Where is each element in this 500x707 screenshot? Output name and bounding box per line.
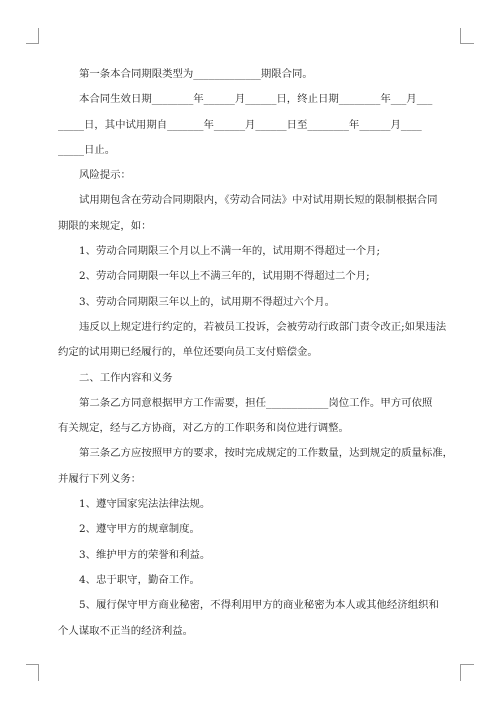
clause-obligations [58,441,453,492]
list-item [58,492,453,517]
text-line: _____日，其中试用期自_______年______月______日至________年______月____ [58,118,422,131]
text-line: 试用期包含在劳动合同期限内，《劳动合同法》中对试用期长短的限制根据合同 [79,194,438,207]
list-item [58,568,453,593]
section-heading [58,366,453,391]
list-item [58,290,453,315]
text-line: 第三条乙方应按照甲方的要求，按时完成规定的工作数量，达到规定的质量标准， [79,447,453,460]
crop-mark-top-left [38,28,39,44]
text-line: 二、工作内容和义务 [79,371,173,384]
document-body [58,62,453,644]
list-item [58,239,453,264]
crop-mark-bottom-right [460,664,461,681]
text-line: 个人谋取不正当的经济利益。 [58,624,194,637]
crop-mark-top-right [460,43,474,44]
text-line: 2、遵守甲方的规章制度。 [79,523,200,536]
text-line: 第一条本合同期限类型为_____________期限合同。 [79,68,313,80]
text-line: 2、劳动合同期限一年以上不满三年的，试用期不得超过二个月; [79,270,370,283]
list-item [58,593,453,644]
text-line: 有关规定，经与乙方协商，对乙方的工作职务和岗位进行调整。 [58,422,349,435]
clause-contract-term-type [58,62,453,87]
clause-job-position [58,391,453,442]
list-item [58,543,453,568]
text-line: 约定的试用期已经履行的，单位还要向员工支付赔偿金。 [58,346,318,359]
text-line: 期限的来规定，如： [58,219,152,232]
violation-note-paragraph [58,315,453,366]
text-line: 违反以上规定进行约定的，若被员工投诉，会被劳动行政部门责令改正;如果违法 [79,320,447,333]
risk-notice-heading [58,163,453,188]
text-line: 3、劳动合同期限三年以上的，试用期不得超过六个月。 [79,295,335,308]
text-line: 4、忠于职守，勤奋工作。 [79,573,200,586]
list-item [58,264,453,289]
crop-mark-top-right [460,28,461,44]
text-line: 风险提示： [79,169,131,182]
list-item [58,517,453,542]
crop-mark-bottom-left [38,664,39,681]
text-line: 5、履行保守甲方商业秘密，不得利用甲方的商业秘密为本人或其他经济组织和 [79,599,439,612]
text-line: 第二条乙方同意根据甲方工作需要，担任____________岗位工作。甲方可依照 [79,396,433,409]
text-line: 3、维护甲方的荣誉和利益。 [79,548,211,561]
text-line: 1、劳动合同期限三个月以上不满一年的，试用期不得超过一个月; [79,245,381,258]
text-line: 本合同生效日期________年______月______日，终止日期________年___月___ [79,93,433,106]
text-line: 1、遵守国家宪法法律法规。 [79,498,211,511]
crop-mark-top-left [26,43,39,44]
crop-mark-bottom-right [460,664,474,665]
text-line: 并履行下列义务： [58,472,142,485]
probation-rule-paragraph [58,188,453,239]
contract-dates-paragraph [58,87,453,163]
text-line: _____日止。 [58,143,116,156]
